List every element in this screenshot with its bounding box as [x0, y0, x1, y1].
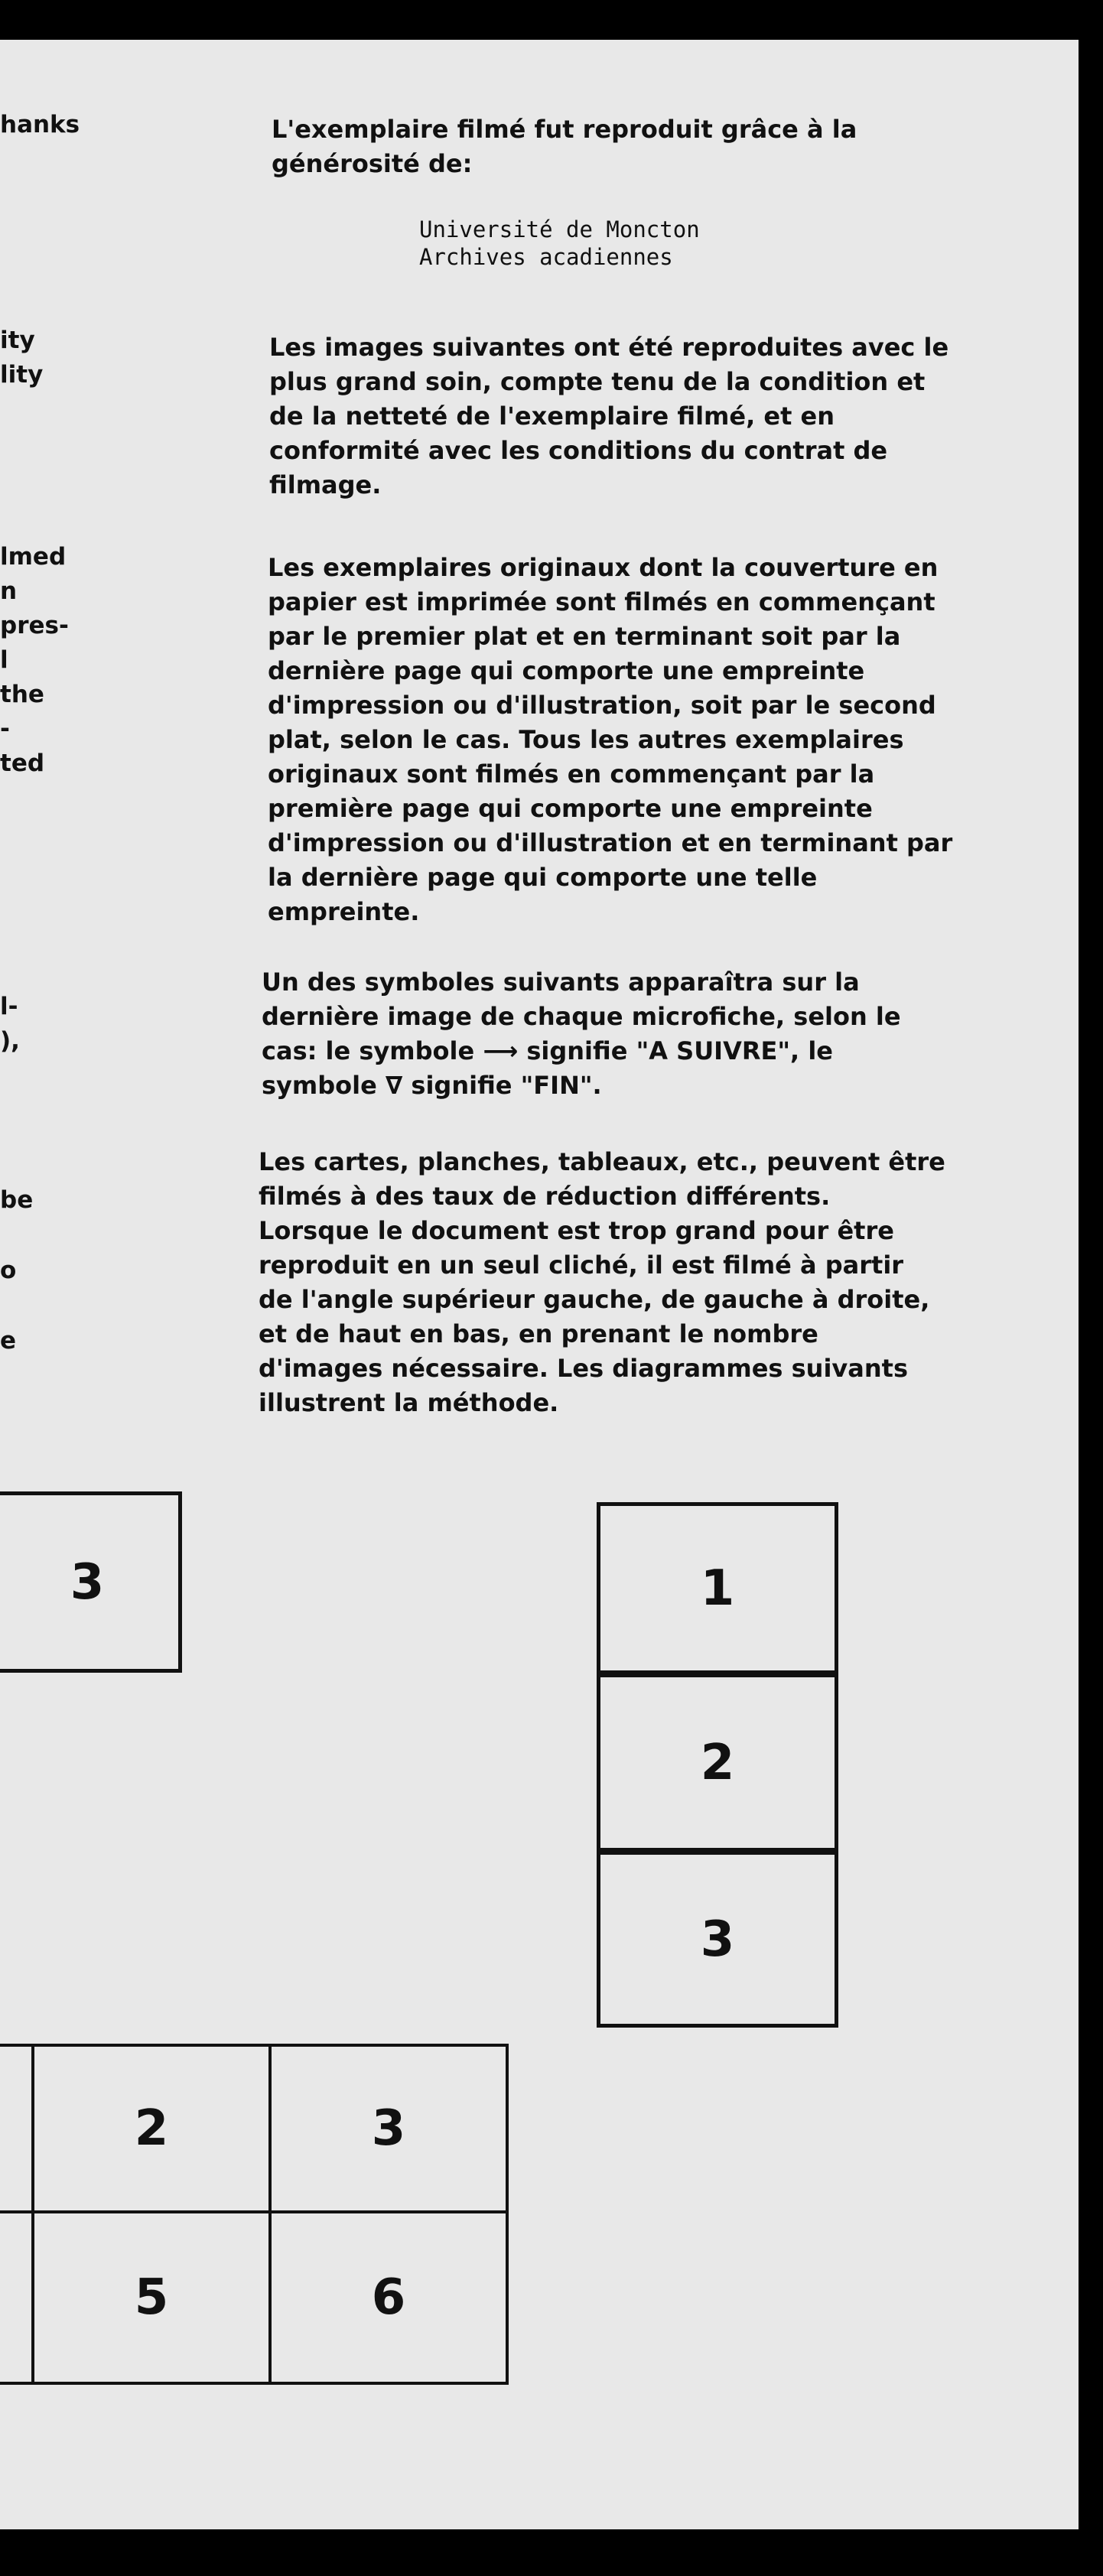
quality-paragraph: Les images suivantes ont été reproduites avec le plus grand soin, compte tenu de la condition et de la netteté de l'exemplaire filmé, et en conformité avec les conditions du contrat de filmage.: [269, 333, 949, 499]
microfilm-page: [0, 40, 1079, 2529]
diagram-row-box: 3: [0, 1491, 182, 1673]
left-fragment: o: [0, 1257, 17, 1284]
diagram-grid-cell-partial: [0, 2044, 34, 2213]
left-fragment: -: [0, 715, 10, 743]
left-fragment: lmed: [0, 543, 67, 571]
left-fragment: be: [0, 1186, 34, 1214]
diagram-grid-cell-6: 6: [272, 2213, 509, 2385]
symbols-paragraph: Un des symboles suivants apparaîtra sur la dernière image de chaque microfiche, selon le cas: le symbole ⟶ signifie "A SUIVRE", le symbole ∇ signifie "FIN".: [262, 968, 901, 1100]
left-fragment: the: [0, 681, 44, 708]
maps-paragraph: Les cartes, planches, tableaux, etc., peuvent être filmés à des taux de réduction différents. Lorsque le document est trop grand pour être reproduit en un seul cliché, il est filmé à partir de l'angle supérieur gauche, de gauche à droite, et de haut en bas, en prenant le nombre d'images nécessaire. Les diagrammes suivants illustrent la méthode.: [259, 1147, 945, 1417]
diagram-grid-cell-3: 3: [272, 2044, 509, 2213]
left-fragment: e: [0, 1327, 17, 1355]
diagram-column-cell-2: 2: [597, 1674, 838, 1852]
institution-name: Université de Moncton Archives acadiennes: [419, 216, 700, 270]
left-fragment: ted: [0, 750, 45, 777]
left-fragment: l-: [0, 993, 18, 1020]
originals-paragraph: Les exemplaires originaux dont la couverture en papier est imprimée sont filmés en commençant par le premier plat et en terminant soit par la dernière page qui comporte une empreinte d'impression ou d'illustration, soit par le second plat, selon le cas. Tous les autres exemplaires originaux sont filmés en commençant par la première page qui comporte une empreinte d'impression ou d'illustration et en terminant par la dernière page qui comporte une telle empreinte.: [268, 553, 953, 926]
diagram-grid-cell-partial: [0, 2213, 34, 2385]
left-fragment: lity: [0, 361, 44, 389]
acknowledgement-paragraph: L'exemplaire filmé fut reproduit grâce à la générosité de:: [272, 115, 857, 178]
diagram-column-cell-3: 3: [597, 1852, 838, 2028]
diagram-grid-cell-2: 2: [31, 2044, 272, 2213]
left-fragment: n: [0, 577, 18, 605]
diagram-column-cell-1: 1: [597, 1502, 838, 1674]
left-fragment: l: [0, 646, 8, 674]
left-fragment: ity: [0, 327, 35, 354]
diagram-grid-cell-5: 5: [31, 2213, 272, 2385]
left-fragment: pres-: [0, 612, 69, 639]
left-fragment: ),: [0, 1027, 20, 1055]
left-fragment: hanks: [0, 111, 80, 138]
